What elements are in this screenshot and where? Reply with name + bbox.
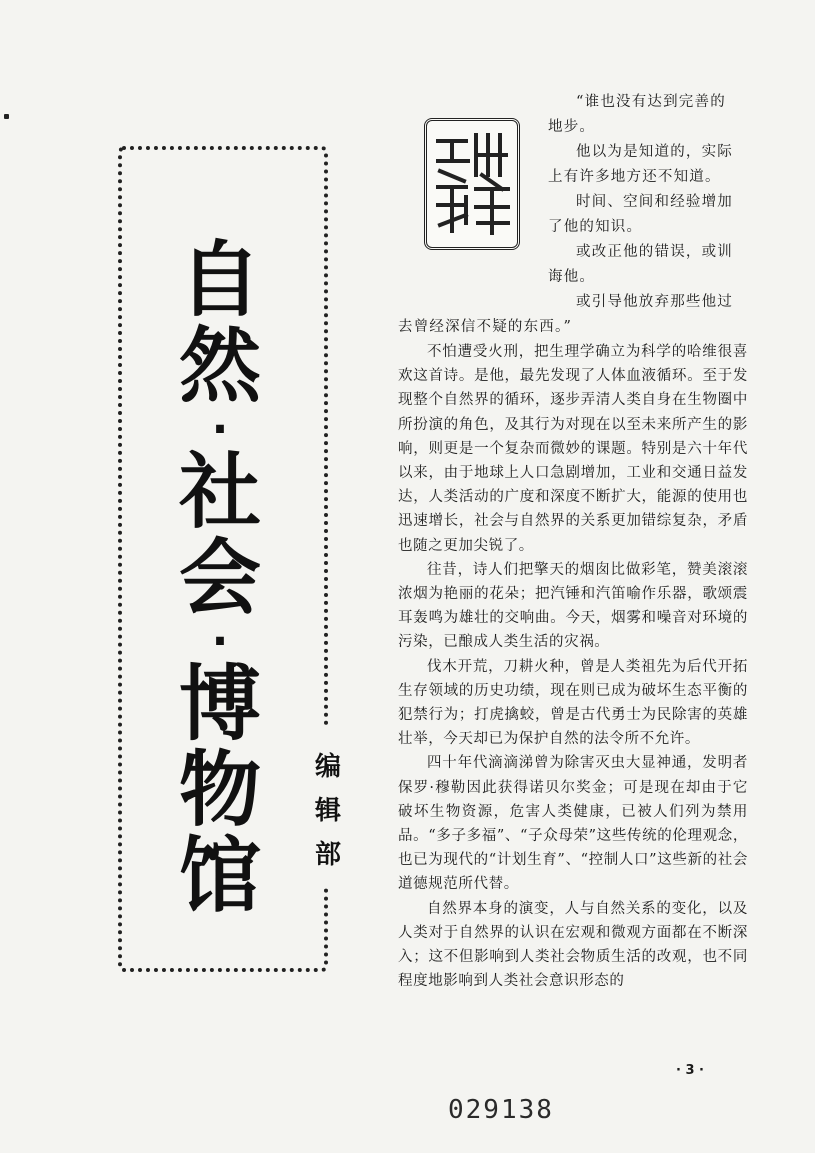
poem-line: 或引导他放弃那些他过 (576, 294, 733, 310)
title-char: 然 (178, 319, 261, 414)
title-char: 会 (178, 531, 261, 626)
title-char: 社 (178, 445, 261, 540)
poem-line: 诲他。 (548, 269, 596, 285)
editor-char: 辑 (314, 796, 341, 826)
seal-glyphs (432, 127, 512, 241)
paragraph: 不怕遭受火刑，把生理学确立为科学的哈维很喜欢这首诗。是他，最先发现了人体血液循环。至于发现整个自然界的循环，逐步弄清人类自身在生物圈中所扮演的角色，及其行为对现在以至未来所产生的影响，则更是一个复杂而微妙的课题。特别是六十年代以来，由于地球上人口急剧增加，工业和交通日益发达，人类活动的广度和深度不断扩大，能源的使用也迅速增长，社会与自然界的关系更加错综复杂，矛盾也随之更加尖锐了。 (398, 344, 748, 554)
seal-stamp-icon (424, 118, 520, 250)
title-char: 博 (178, 657, 261, 752)
poem-line: 地步。 (548, 119, 596, 135)
title-char: 物 (178, 743, 261, 838)
paragraph: 四十年代滴滴涕曾为除害灭虫大显神通，发明者保罗·穆勒因此获得诺贝尔奖金；可是现在却由于它破坏生物资源，危害人类健康，已被人们列为禁用品。“多子多福”、“子众母荣”这些传统的伦理观念，也已为现代的“计划生育”、“控制人口”这些新的社会道德规范所代替。 (398, 755, 748, 893)
title-separator: · (211, 616, 229, 667)
paragraph: 自然界本身的演变，人与自然关系的变化，以及人类对于自然界的认识在宏观和微观方面都在不断深入；这不但影响到人类社会物质生活的改观，也不同程度地影响到人类社会意识形态的 (398, 900, 748, 990)
title-char: 自 (178, 233, 261, 328)
poem-line: “谁也没有达到完善的 (576, 94, 726, 110)
editor-char: 编 (314, 752, 341, 782)
poem-line: 上有许多地方还不知道。 (548, 169, 721, 185)
title-separator: · (211, 404, 229, 455)
paragraph: 往昔，诗人们把擎天的烟囱比做彩笔，赞美滚滚浓烟为艳丽的花朵；把汽锤和汽笛喻作乐器，歌颂震耳轰鸣为雄壮的交响曲。今天，烟雾和噪音对环境的污染，已酿成人类生活的灾祸。 (398, 561, 748, 651)
article-body (398, 340, 748, 993)
archive-serial-number: 029138 (448, 1095, 554, 1125)
title-char: 馆 (178, 829, 261, 924)
poem-line: 了他的知识。 (548, 219, 643, 235)
editorial-department (312, 745, 344, 877)
editor-char: 部 (314, 840, 341, 870)
paragraph: 伐木开荒，刀耕火种，曾是人类祖先为后代开拓生存领域的历史功绩，现在则已成为破坏生态平衡的犯禁行为；打虎擒蛟，曾是古代勇士为民除害的英雄壮举，今天却已为保护自然的法令所不允许。 (398, 658, 748, 748)
print-speck (4, 114, 9, 119)
page-number: · 3 · (676, 1063, 704, 1078)
column-title (160, 233, 280, 924)
poem-line: 或改正他的错误，或训 (576, 244, 733, 260)
poem-line: 他以为是知道的，实际 (576, 144, 733, 160)
poem-line: 时间、空间和经验增加 (576, 194, 733, 210)
poem-line: 去曾经深信不疑的东西。” (398, 319, 573, 335)
